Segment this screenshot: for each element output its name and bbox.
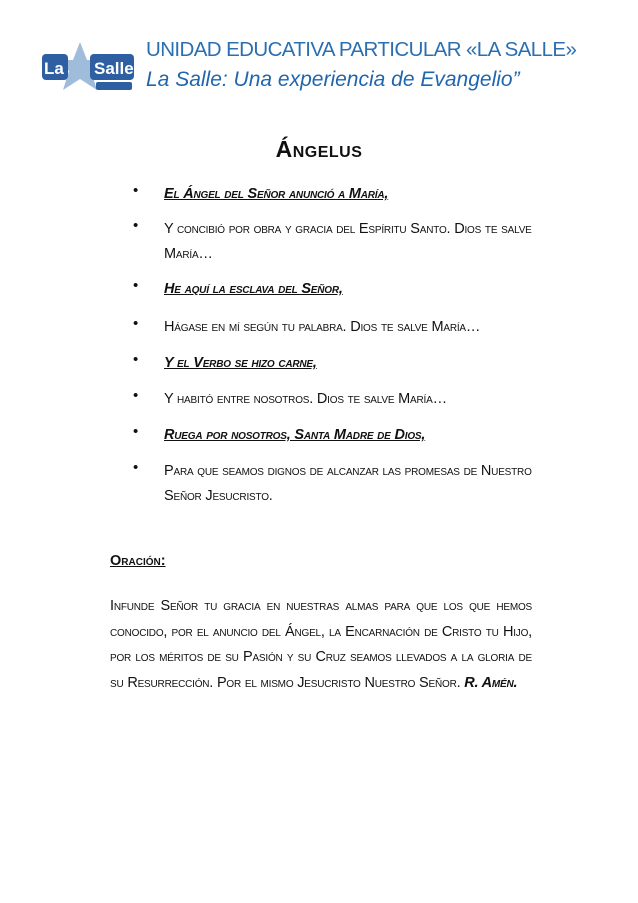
svg-text:Salle: Salle bbox=[94, 59, 134, 78]
bullet-icon: • bbox=[133, 351, 139, 368]
bullet-icon: • bbox=[133, 459, 139, 476]
bullet-icon: • bbox=[133, 387, 139, 404]
amen-text: R. Amén. bbox=[464, 674, 518, 691]
list-item-text: Y habitó entre nosotros. Dios te salve María… bbox=[164, 391, 447, 407]
oracion-paragraph bbox=[110, 594, 532, 696]
list-item-text: Hágase en mí según tu palabra. Dios te salve María… bbox=[164, 319, 481, 335]
list-item-text: Para que seamos dignos de alcanzar las promesas de Nuestro Señor Jesucristo. bbox=[164, 463, 532, 504]
svg-text:La: La bbox=[44, 59, 64, 78]
school-name: UNIDAD EDUCATIVA PARTICULAR «LA SALLE» bbox=[146, 38, 577, 61]
page-title: Ángelus bbox=[275, 136, 363, 162]
bullet-icon: • bbox=[133, 423, 139, 440]
school-motto: La Salle: Una experiencia de Evangelio” bbox=[146, 68, 520, 91]
bullet-icon: • bbox=[133, 217, 139, 234]
list-item-text: Y el Verbo se hizo carne, bbox=[164, 355, 317, 371]
oracion-body: Infunde Señor tu gracia en nuestras almas para que los que hemos conocido, por el anuncio del Ángel, la Encarnación de Cristo tu Hijo, por los méritos de su Pasión y su Cruz seamos llevados a la gloria de su Resurrección. Por el mismo Jesucristo Nuestro Señor. bbox=[110, 598, 532, 691]
la-salle-logo bbox=[40, 40, 136, 98]
list-item-text: El Ángel del Señor anunció a María, bbox=[164, 186, 389, 202]
bullet-icon: • bbox=[133, 315, 139, 332]
oracion-heading: Oración: bbox=[110, 553, 166, 569]
list-item-text: Ruega por nosotros, Santa Madre de Dios, bbox=[164, 427, 426, 443]
bullet-icon: • bbox=[133, 182, 139, 199]
bullet-icon: • bbox=[133, 277, 139, 294]
list-item-text: Y concibió por obra y gracia del Espíritu Santo. Dios te salve María… bbox=[164, 221, 532, 262]
list-item-text: He aquí la esclava del Señor, bbox=[164, 281, 343, 297]
